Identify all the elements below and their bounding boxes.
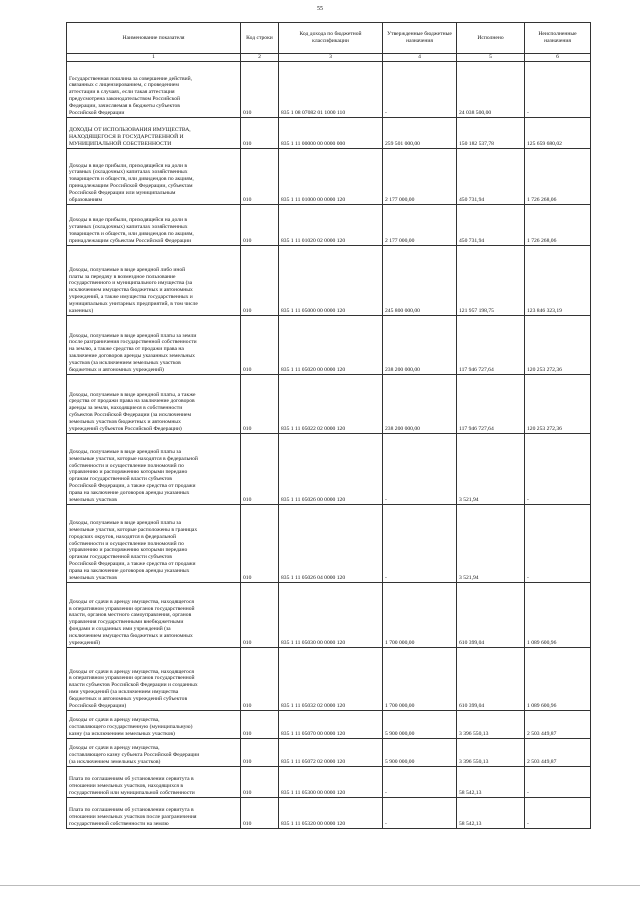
row-name: Доходы, получаемые в виде арендной платы за земельные участки, которые расположены в границах городских округов, находятся в федеральной собственности и осуществление полномочий по управлению и распоряжению которыми передано органам государственной власти субъектов Российской Федерации, а также средства от продажи права на заключение договоров аренды указанных земельных участков (67, 505, 241, 583)
row-income-code: 835 1 11 05022 02 0000 120 (279, 375, 383, 434)
row-unexecuted: 1 089 600,96 (525, 583, 591, 648)
table-row (67, 434, 591, 505)
row-executed: 3 396 550,13 (457, 739, 525, 767)
row-line-code: 010 (241, 118, 279, 149)
row-income-code: 835 1 11 05026 04 0000 120 (279, 505, 383, 583)
row-unexecuted: 2 503 449,87 (525, 711, 591, 739)
row-executed: 150 182 537,78 (457, 118, 525, 149)
row-name: Доходы, получаемые в виде арендной платы, а также средства от продажи права на заключение договоров аренды за земли, находящиеся в собственности субъектов Российской Федерации (за исключением земельных участков бюджетных и автономных учреждений субъектов Российской Федерации) (67, 375, 241, 434)
table-row (67, 711, 591, 739)
row-executed: 58 542,13 (457, 767, 525, 798)
header-name: Наименование показателя (67, 23, 241, 54)
row-unexecuted: 120 253 272,36 (525, 316, 591, 375)
table-row (67, 505, 591, 583)
row-unexecuted: - (525, 434, 591, 505)
row-unexecuted: - (525, 62, 591, 118)
row-name: Доходы от сдачи в аренду имущества, находящегося в оперативном управлении органов государственной власти субъектов Российской Федерации и созданных ими учреждений (за исключением имущества бюджетных и автономных учреждений субъектов Российской Федерации) (67, 648, 241, 711)
row-unexecuted: 120 253 272,36 (525, 375, 591, 434)
row-unexecuted: - (525, 505, 591, 583)
row-name: Доходы в виде прибыли, приходящейся на доли в уставных (складочных) капиталах хозяйственных товариществ и обществ, или дивидендов по акциям, принадлежащим Российской Федерации, субъектам Российской Федерации или муниципальным образованиям (67, 149, 241, 205)
row-line-code: 010 (241, 434, 279, 505)
table-row (67, 149, 591, 205)
row-name: Доходы, получаемые в виде арендной платы за земли после разграничения государственной собственности на землю, а также средства от продажи права на заключение договоров аренды указанных земельных участков (за исключением земельных участков бюджетных и автономных учреждений) (67, 316, 241, 375)
row-income-code: 835 1 11 05032 02 0000 120 (279, 648, 383, 711)
row-line-code: 010 (241, 62, 279, 118)
table-row (67, 798, 591, 829)
row-approved: 245 800 000,00 (383, 246, 457, 316)
row-name: Плата по соглашениям об установлении сервитута в отношении земельных участков после разграничения государственной собственности на землю (67, 798, 241, 829)
row-name: Доходы, получаемые в виде арендной либо иной платы за передачу в возмездное пользование государственного и муниципального имущества (за исключением имущества бюджетных и автономных учреждений, а также имущества государственных и муниципальных унитарных предприятий, в том числе казенных) (67, 246, 241, 316)
table-header-row (67, 23, 591, 54)
row-executed: 58 542,13 (457, 798, 525, 829)
table-row (67, 62, 591, 118)
row-line-code: 010 (241, 583, 279, 648)
row-approved: - (383, 434, 457, 505)
row-approved: 238 200 000,00 (383, 375, 457, 434)
table-row (67, 375, 591, 434)
row-line-code: 010 (241, 246, 279, 316)
row-name: Доходы от сдачи в аренду имущества, составляющего казну субъекта Российской Федерации (за исключением земельных участков) (67, 739, 241, 767)
row-line-code: 010 (241, 205, 279, 246)
row-income-code: 835 1 11 05320 00 0000 120 (279, 798, 383, 829)
row-income-code: 835 1 11 05026 00 0000 120 (279, 434, 383, 505)
row-approved: 2 177 000,00 (383, 205, 457, 246)
row-executed: 24 038 500,00 (457, 62, 525, 118)
row-line-code: 010 (241, 767, 279, 798)
row-name: Плата по соглашениям об установлении сервитута в отношении земельных участков, находящихся в государственной или муниципальной собственности (67, 767, 241, 798)
row-approved: 238 200 000,00 (383, 316, 457, 375)
table-row (67, 648, 591, 711)
row-executed: 3 521,94 (457, 434, 525, 505)
row-executed: 121 957 198,75 (457, 246, 525, 316)
row-executed: 450 731,94 (457, 149, 525, 205)
row-income-code: 835 1 11 01020 02 0000 120 (279, 205, 383, 246)
row-unexecuted: - (525, 798, 591, 829)
header-code-income: Код дохода по бюджетной классификации (279, 23, 383, 54)
row-executed: 3 521,94 (457, 505, 525, 583)
header-executed: Исполнено (457, 23, 525, 54)
row-executed: 610 399,04 (457, 648, 525, 711)
row-name: Государственная пошлина за совершение действий, связанных с лицензированием, с проведением аттестации в случаях, если такая аттестация предусмотрена законодательством Российской Федерации, зачисляемая в бюджеты субъектов Российской Федерации (67, 62, 241, 118)
row-executed: 117 946 727,64 (457, 316, 525, 375)
row-approved: - (383, 767, 457, 798)
column-number-row (67, 54, 591, 62)
income-report-table (66, 22, 591, 829)
row-executed: 450 731,94 (457, 205, 525, 246)
row-line-code: 010 (241, 798, 279, 829)
row-income-code: 835 1 11 05020 00 0000 120 (279, 316, 383, 375)
row-unexecuted: 1 726 268,06 (525, 149, 591, 205)
row-approved: 1 700 000,00 (383, 583, 457, 648)
row-income-code: 835 1 11 05072 02 0000 120 (279, 739, 383, 767)
row-approved: 5 900 000,00 (383, 739, 457, 767)
row-unexecuted: 1 726 268,06 (525, 205, 591, 246)
row-unexecuted: 123 846 323,19 (525, 246, 591, 316)
row-income-code: 835 1 11 05300 00 0000 120 (279, 767, 383, 798)
row-approved: - (383, 798, 457, 829)
row-executed: 610 399,04 (457, 583, 525, 648)
col-number: 2 (241, 54, 279, 62)
table-row (67, 118, 591, 149)
row-unexecuted: - (525, 767, 591, 798)
header-code-line: Код строки (241, 23, 279, 54)
col-number: 6 (525, 54, 591, 62)
col-number: 1 (67, 54, 241, 62)
row-income-code: 835 1 08 07082 01 1000 110 (279, 62, 383, 118)
table-row (67, 583, 591, 648)
row-income-code: 835 1 11 00000 00 0000 000 (279, 118, 383, 149)
row-unexecuted: 2 503 449,87 (525, 739, 591, 767)
col-number: 3 (279, 54, 383, 62)
row-approved: - (383, 62, 457, 118)
row-approved: - (383, 505, 457, 583)
row-approved: 2 177 000,00 (383, 149, 457, 205)
col-number: 5 (457, 54, 525, 62)
table-row (67, 246, 591, 316)
row-line-code: 010 (241, 648, 279, 711)
row-approved: 259 501 000,00 (383, 118, 457, 149)
row-unexecuted: 1 089 600,96 (525, 648, 591, 711)
row-approved: 5 900 000,00 (383, 711, 457, 739)
row-line-code: 010 (241, 739, 279, 767)
row-executed: 117 946 727,64 (457, 375, 525, 434)
row-unexecuted: 125 659 680,02 (525, 118, 591, 149)
row-income-code: 835 1 11 05030 00 0000 120 (279, 583, 383, 648)
col-number: 4 (383, 54, 457, 62)
table-row (67, 316, 591, 375)
page-number: 55 (317, 6, 323, 12)
row-name: Доходы от сдачи в аренду имущества, находящегося в оперативном управлении органов государственной власти, органов местного самоуправления, органов управления государственными внебюджетными фондами и созданных ими учреждений (за исключением имущества бюджетных и автономных учреждений) (67, 583, 241, 648)
row-income-code: 835 1 11 05000 00 0000 120 (279, 246, 383, 316)
row-line-code: 010 (241, 505, 279, 583)
page-bottom-divider (0, 885, 640, 886)
header-approved: Утвержденные бюджетные назначения (383, 23, 457, 54)
row-line-code: 010 (241, 316, 279, 375)
table-row (67, 205, 591, 246)
row-executed: 3 396 550,13 (457, 711, 525, 739)
row-name: Доходы в виде прибыли, приходящейся на доли в уставных (складочных) капиталах хозяйственных товариществ и обществ, или дивидендов по акциям, принадлежащим субъектам Российской Федерации (67, 205, 241, 246)
table-row (67, 767, 591, 798)
header-unexecuted: Неисполненные назначения (525, 23, 591, 54)
row-line-code: 010 (241, 375, 279, 434)
row-name: ДОХОДЫ ОТ ИСПОЛЬЗОВАНИЯ ИМУЩЕСТВА, НАХОДЯЩЕГОСЯ В ГОСУДАРСТВЕННОЙ И МУНИЦИПАЛЬНОЙ СОБСТВЕННОСТИ (67, 118, 241, 149)
row-approved: 1 700 000,00 (383, 648, 457, 711)
table-row (67, 739, 591, 767)
row-income-code: 835 1 11 01000 00 0000 120 (279, 149, 383, 205)
row-name: Доходы от сдачи в аренду имущества, составляющего государственную (муниципальную) казну (за исключением земельных участков) (67, 711, 241, 739)
row-income-code: 835 1 11 05070 00 0000 120 (279, 711, 383, 739)
row-line-code: 010 (241, 711, 279, 739)
row-line-code: 010 (241, 149, 279, 205)
row-name: Доходы, получаемые в виде арендной платы за земельные участки, которые находятся в федеральной собственности и осуществление полномочий по управлению и распоряжению которыми передано органам государственной власти субъектов Российской Федерации, а также средства от продажи права на заключение договоров аренды указанных земельных участков (67, 434, 241, 505)
